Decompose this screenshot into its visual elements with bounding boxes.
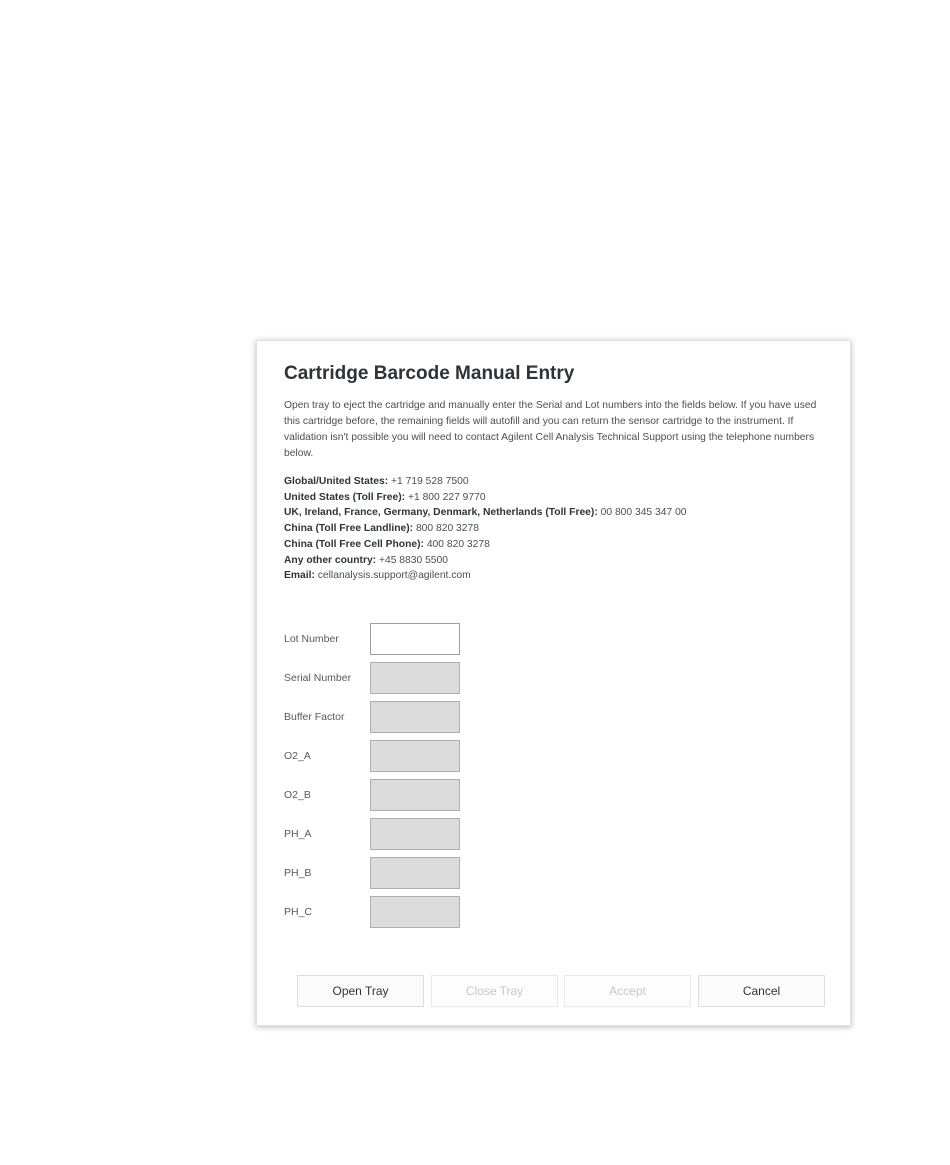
o2-b-input	[370, 779, 460, 811]
buffer-factor-input	[370, 701, 460, 733]
o2-a-input	[370, 740, 460, 772]
contact-label: United States (Toll Free):	[284, 491, 406, 503]
ph-a-label: PH_A	[284, 828, 312, 840]
contact-email	[284, 568, 829, 584]
barcode-entry-dialog	[256, 340, 851, 1026]
contact-china-landline	[284, 521, 829, 537]
contact-label: Global/United States:	[284, 476, 389, 487]
contact-europe-toll-free	[284, 505, 829, 521]
ph-c-input	[370, 896, 460, 928]
dialog-title: Cartridge Barcode Manual Entry	[284, 363, 575, 384]
close-tray-button: Close Tray	[431, 975, 558, 1007]
o2-a-label: O2_A	[284, 750, 311, 762]
contact-value: 00 800 345 347 00	[597, 507, 687, 519]
contact-value: 800 820 3278	[413, 523, 479, 535]
contact-value: +45 8830 5500	[376, 554, 448, 566]
buffer-factor-label: Buffer Factor	[284, 711, 345, 723]
lot-number-label: Lot Number	[284, 633, 339, 645]
support-contacts	[284, 474, 829, 584]
contact-china-cell	[284, 537, 829, 553]
cancel-button[interactable]: Cancel	[698, 975, 825, 1007]
contact-label: UK, Ireland, France, Germany, Denmark, Netherlands (Toll Free):	[284, 507, 598, 519]
o2-b-label: O2_B	[284, 789, 311, 801]
ph-a-input	[370, 818, 460, 850]
serial-number-input	[370, 662, 460, 694]
contact-global	[284, 474, 829, 490]
accept-button: Accept	[564, 975, 691, 1007]
contact-label: China (Toll Free Landline):	[284, 523, 414, 535]
open-tray-button[interactable]: Open Tray	[297, 975, 424, 1007]
contact-label: Any other country:	[284, 554, 377, 566]
contact-other-country	[284, 553, 829, 569]
contact-us-toll-free	[284, 490, 829, 506]
contact-value: cellanalysis.support@agilent.com	[314, 570, 471, 582]
serial-number-label: Serial Number	[284, 672, 352, 684]
dialog-button-bar	[297, 975, 825, 1007]
contact-value: 400 820 3278	[423, 538, 490, 550]
contact-label: China (Toll Free Cell Phone):	[284, 538, 424, 550]
ph-b-input	[370, 857, 460, 889]
lot-number-input[interactable]	[370, 623, 460, 655]
contact-label: Email:	[284, 570, 315, 582]
dialog-instructions: Open tray to eject the cartridge and manually enter the Serial and Lot numbers into the fields below. If you have used this cartridge before, the remaining fields will autofill and you can return the sensor cartridge to the instrument. If validation isn't possible you will need to contact Agilent Cell Analysis Technical Support using the telephone numbers below.	[284, 400, 817, 459]
ph-b-label: PH_B	[284, 867, 312, 879]
contact-value: +1 719 528 7500	[388, 476, 469, 487]
ph-c-label: PH_C	[284, 906, 313, 918]
contact-value: +1 800 227 9770	[405, 491, 486, 503]
